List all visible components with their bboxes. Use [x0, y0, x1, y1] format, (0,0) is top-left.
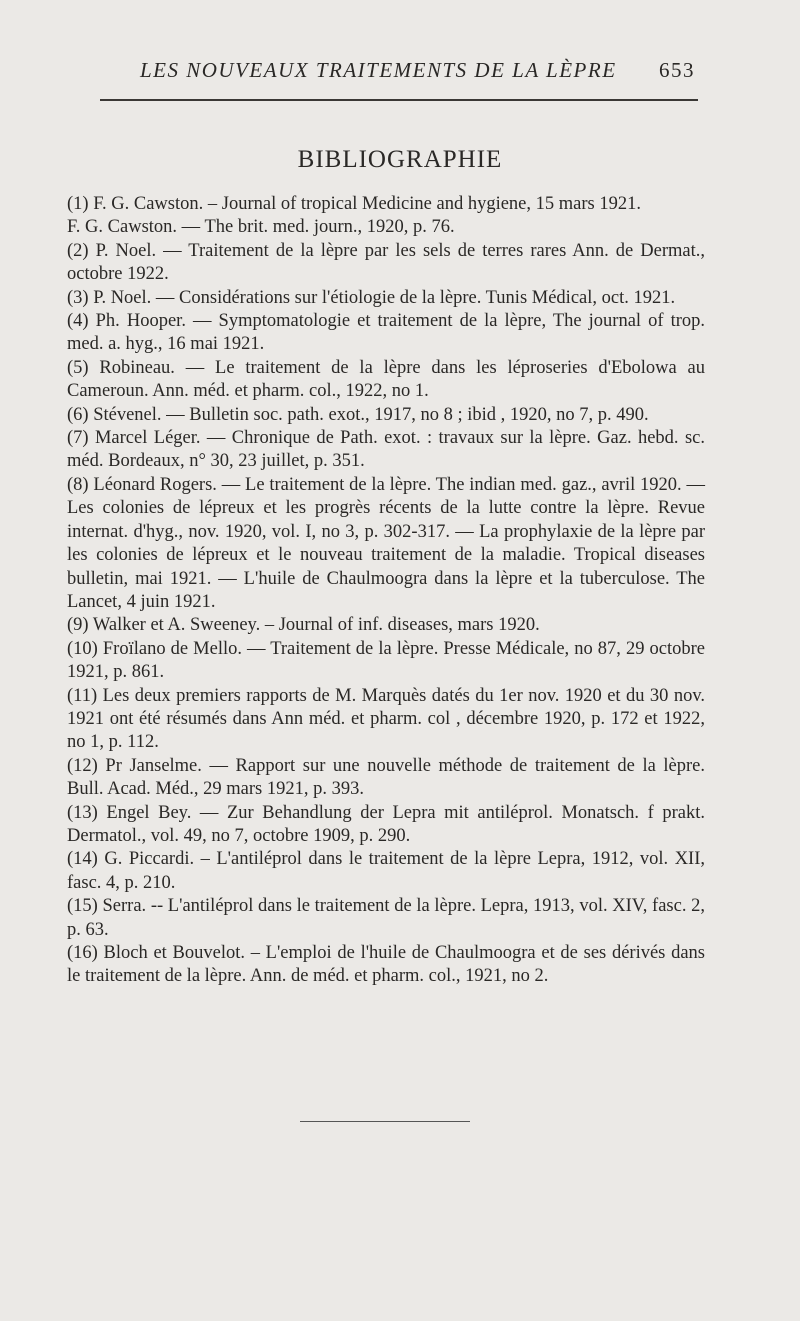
entry-text: Froïlano de Mello. — Traitement de la lèpre. Presse Médicale, no 87, 29 octobre 1921, p. 861.: [67, 638, 705, 683]
entry-number: (15): [67, 896, 98, 917]
entry-number: (8): [67, 474, 89, 495]
entry-text: Stévenel. — Bulletin soc. path. exot., 1917, no 8 ; ibid , 1920, no 7, p. 490.: [93, 404, 649, 425]
bibliography-entry: [67, 216, 705, 239]
bibliography-entry: [67, 193, 705, 216]
bibliography-entry: [67, 427, 705, 474]
bibliography-entry: [67, 287, 705, 310]
entry-text: Marcel Léger. — Chronique de Path. exot. : travaux sur la lèpre. Gaz. hebd. sc. méd. Bordeaux, n° 30, 23 juillet, p. 351.: [67, 428, 705, 472]
entry-text: P. Noel. — Considérations sur l'étiologie de la lèpre. Tunis Médical, oct. 1921.: [93, 287, 676, 308]
entry-number: (10): [67, 638, 98, 659]
entry-text: Pr Janselme. — Rapport sur une nouvelle méthode de traitement de la lèpre. Bull. Acad. Méd., 29 mars 1921, p. 393.: [67, 755, 705, 800]
bibliography-entry: [67, 685, 705, 755]
entry-text: Robineau. — Le traitement de la lèpre dans les léproseries d'Ebolowa au Cameroun. Ann. méd. et pharm. col., 1922, no 1.: [67, 357, 706, 402]
entry-text: Léonard Rogers. — Le traitement de la lèpre. The indian med. gaz., avril 1920. — Les colonies de lépreux et les progrès récents de la lutte contre la lèpre. Revue internat. d'hyg., nov. 1920, vol. I, no 3, p. 302-317. — La prophylaxie de la lèpre par les colonies de lépreux et le nouveau traitement de la maladie. Tropical diseases bulletin, mai 1921. — L'huile de Chaulmoogra dans la lèpre et la tuberculose. The Lancet, 4 juin 1921.: [67, 474, 706, 612]
entry-number: (2): [67, 240, 89, 261]
page-number: 653: [659, 58, 695, 82]
entry-text: G. Piccardi. – L'antiléprol dans le traitement de la lèpre Lepra, 1912, vol. XII, fasc. 4, p. 210.: [67, 849, 705, 893]
end-rule: [300, 1121, 470, 1122]
entry-number: (11): [67, 685, 98, 706]
bibliography-entry: [67, 310, 705, 357]
header-rule: [100, 99, 698, 101]
entry-text: P. Noel. — Traitement de la lèpre par les sels de terres rares Ann. de Dermat., octobre 1922.: [67, 240, 705, 285]
entry-number: (3): [67, 287, 89, 308]
entry-number: (13): [67, 802, 98, 823]
entry-text: F. G. Cawston. – Journal of tropical Medicine and hygiene, 15 mars 1921.: [93, 194, 641, 214]
entry-text: Bloch et Bouvelot. – L'emploi de l'huile de Chaulmoogra et de ses dérivés dans le traitement de la lèpre. Ann. de méd. et pharm. col., 1921, no 2.: [67, 943, 705, 987]
section-title: BIBLIOGRAPHIE: [297, 146, 503, 173]
entry-number: (5): [67, 357, 89, 378]
entry-text: F. G. Cawston. — The brit. med. journ., 1920, p. 76.: [67, 217, 455, 238]
bibliography-entry: [67, 474, 705, 614]
entry-text: Ph. Hooper. — Symptomatologie et traitement de la lèpre, The journal of trop. med. a. hyg., 16 mai 1921.: [67, 311, 705, 355]
entry-number: (12): [67, 755, 98, 776]
entry-number: (7): [67, 428, 89, 449]
entry-text: Les deux premiers rapports de M. Marquès datés du 1er nov. 1920 et du 30 nov. 1921 ont été résumés dans Ann méd. et pharm. col , décembre 1920, p. 172 et 1922, no 1, p. 112.: [67, 685, 705, 753]
bibliography-entry: [67, 240, 705, 287]
entry-text: Engel Bey. — Zur Behandlung der Lepra mit antiléprol. Monatsch. f prakt. Dermatol., vol. 49, no 7, octobre 1909, p. 290.: [67, 802, 705, 846]
entry-number: (16): [67, 943, 98, 963]
entry-number: (6): [67, 404, 89, 425]
running-title: LES NOUVEAUX TRAITEMENTS DE LA LÈPRE: [140, 58, 617, 82]
bibliography-entry: [67, 802, 705, 849]
bibliography-entry: [67, 848, 705, 895]
entry-number: (14): [67, 849, 98, 870]
bibliography-entry: [67, 895, 705, 942]
bibliography-entry: [67, 614, 705, 637]
bibliography-list: [67, 193, 705, 989]
entry-number: (1): [67, 194, 89, 214]
bibliography-entry: [67, 755, 705, 802]
bibliography-entry: [67, 357, 705, 404]
bibliography-entry: [67, 404, 705, 427]
entry-text: Walker et A. Sweeney. – Journal of inf. diseases, mars 1920.: [92, 615, 540, 636]
bibliography-entry: [67, 638, 705, 685]
entry-number: (4): [67, 311, 89, 332]
entry-number: (9): [67, 615, 89, 636]
bibliography-entry: [67, 942, 705, 989]
entry-text: Serra. -- L'antiléprol dans le traitement de la lèpre. Lepra, 1913, vol. XIV, fasc. 2, p. 63.: [67, 896, 705, 940]
